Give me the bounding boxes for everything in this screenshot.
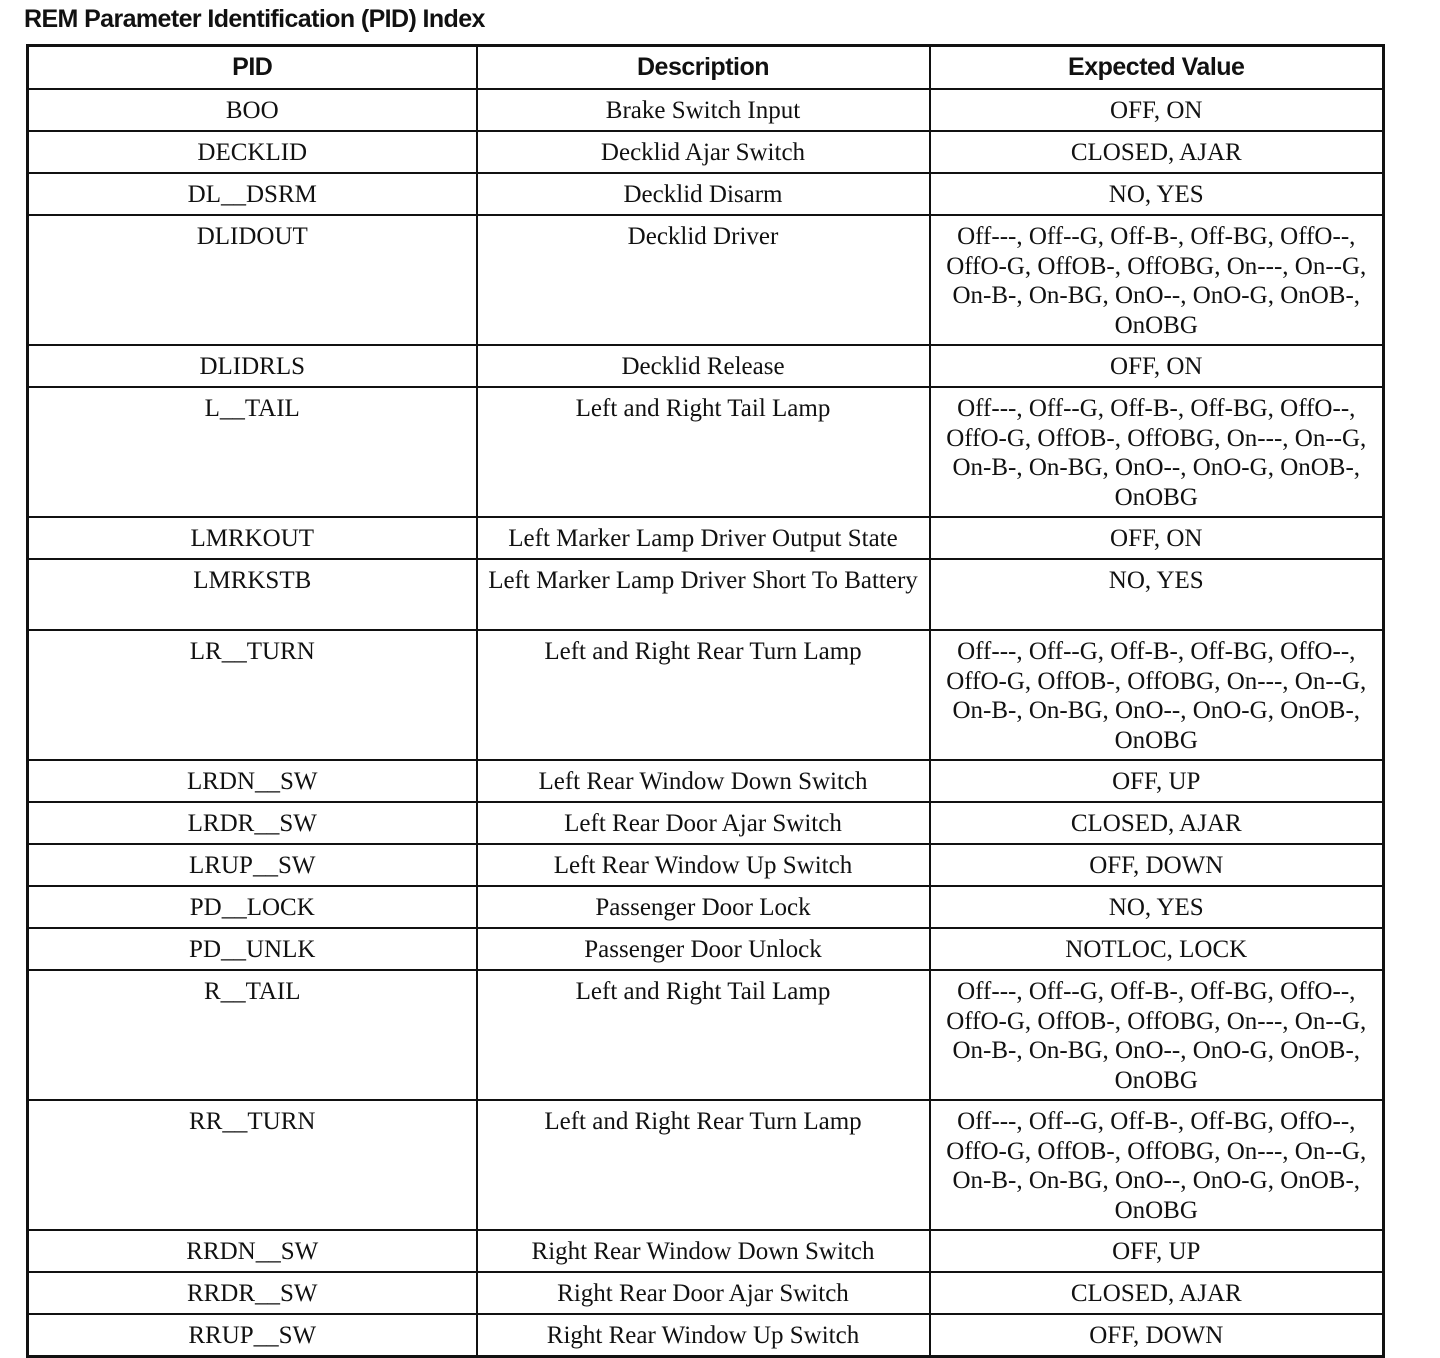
description-cell: Left and Right Tail Lamp <box>477 970 930 1100</box>
pid-cell: R__TAIL <box>28 970 477 1100</box>
pid-cell: LRDN__SW <box>28 760 477 802</box>
expected-value-cell: OFF, UP <box>930 1230 1384 1272</box>
pid-cell: PD__UNLK <box>28 928 477 970</box>
expected-value-cell: OFF, ON <box>930 345 1384 387</box>
description-cell: Left Marker Lamp Driver Output State <box>477 517 930 559</box>
pid-cell: DECKLID <box>28 131 477 173</box>
expected-value-cell: CLOSED, AJAR <box>930 802 1384 844</box>
table-row <box>28 131 1384 173</box>
table-row <box>28 1100 1384 1230</box>
description-cell: Passenger Door Lock <box>477 886 930 928</box>
table-row <box>28 630 1384 760</box>
description-cell: Right Rear Door Ajar Switch <box>477 1272 930 1314</box>
pid-cell: PD__LOCK <box>28 886 477 928</box>
column-header-pid: PID <box>28 46 477 90</box>
table-row <box>28 387 1384 517</box>
pid-cell: LR__TURN <box>28 630 477 760</box>
expected-value-cell: Off---, Off--G, Off-B-, Off-BG, OffO--, OffO-G, OffOB-, OffOBG, On---, On--G, On-B-, On-BG, OnO--, OnO-G, OnOB-, OnOBG <box>930 970 1384 1100</box>
column-header-description: Description <box>477 46 930 90</box>
table-row <box>28 1272 1384 1314</box>
expected-value-cell: OFF, ON <box>930 89 1384 131</box>
expected-value-cell: NO, YES <box>930 559 1384 630</box>
description-cell: Left Rear Window Up Switch <box>477 844 930 886</box>
expected-value-cell: OFF, DOWN <box>930 844 1384 886</box>
expected-value-cell: Off---, Off--G, Off-B-, Off-BG, OffO--, OffO-G, OffOB-, OffOBG, On---, On--G, On-B-, On-BG, OnO--, OnO-G, OnOB-, OnOBG <box>930 215 1384 345</box>
expected-value-cell: Off---, Off--G, Off-B-, Off-BG, OffO--, OffO-G, OffOB-, OffOBG, On---, On--G, On-B-, On-BG, OnO--, OnO-G, OnOB-, OnOBG <box>930 387 1384 517</box>
table-row <box>28 517 1384 559</box>
description-cell: Left Marker Lamp Driver Short To Battery <box>477 559 930 630</box>
description-cell: Passenger Door Unlock <box>477 928 930 970</box>
pid-cell: LMRKSTB <box>28 559 477 630</box>
description-cell: Left Rear Door Ajar Switch <box>477 802 930 844</box>
expected-value-cell: CLOSED, AJAR <box>930 1272 1384 1314</box>
pid-cell: LRUP__SW <box>28 844 477 886</box>
pid-cell: L__TAIL <box>28 387 477 517</box>
expected-value-cell: NO, YES <box>930 886 1384 928</box>
description-cell: Left and Right Rear Turn Lamp <box>477 1100 930 1230</box>
description-cell: Left and Right Tail Lamp <box>477 387 930 517</box>
expected-value-cell: CLOSED, AJAR <box>930 131 1384 173</box>
table-row <box>28 173 1384 215</box>
expected-value-cell: NOTLOC, LOCK <box>930 928 1384 970</box>
pid-cell: LRDR__SW <box>28 802 477 844</box>
pid-cell: RR__TURN <box>28 1100 477 1230</box>
pid-cell: RRDR__SW <box>28 1272 477 1314</box>
expected-value-cell: Off---, Off--G, Off-B-, Off-BG, OffO--, OffO-G, OffOB-, OffOBG, On---, On--G, On-B-, On-BG, OnO--, OnO-G, OnOB-, OnOBG <box>930 630 1384 760</box>
pid-cell: DLIDOUT <box>28 215 477 345</box>
description-cell: Right Rear Window Up Switch <box>477 1314 930 1357</box>
description-cell: Decklid Disarm <box>477 173 930 215</box>
expected-value-cell: OFF, UP <box>930 760 1384 802</box>
pid-cell: DLIDRLS <box>28 345 477 387</box>
expected-value-cell: OFF, DOWN <box>930 1314 1384 1357</box>
pid-cell: RRDN__SW <box>28 1230 477 1272</box>
table-row <box>28 928 1384 970</box>
table-header-row <box>28 46 1384 90</box>
pid-index-table <box>26 44 1385 1358</box>
page-title: REM Parameter Identification (PID) Index <box>24 5 485 33</box>
description-cell: Decklid Ajar Switch <box>477 131 930 173</box>
table-row <box>28 802 1384 844</box>
description-cell: Decklid Driver <box>477 215 930 345</box>
pid-cell: LMRKOUT <box>28 517 477 559</box>
table-row <box>28 1314 1384 1357</box>
table-row <box>28 760 1384 802</box>
table-row <box>28 215 1384 345</box>
expected-value-cell: NO, YES <box>930 173 1384 215</box>
table-row <box>28 345 1384 387</box>
pid-cell: BOO <box>28 89 477 131</box>
table-row <box>28 844 1384 886</box>
table-row <box>28 886 1384 928</box>
table-row <box>28 89 1384 131</box>
description-cell: Left and Right Rear Turn Lamp <box>477 630 930 760</box>
column-header-expected-value: Expected Value <box>930 46 1384 90</box>
description-cell: Right Rear Window Down Switch <box>477 1230 930 1272</box>
table-row <box>28 1230 1384 1272</box>
description-cell: Decklid Release <box>477 345 930 387</box>
description-cell: Brake Switch Input <box>477 89 930 131</box>
pid-cell: RRUP__SW <box>28 1314 477 1357</box>
table-row <box>28 970 1384 1100</box>
pid-cell: DL__DSRM <box>28 173 477 215</box>
expected-value-cell: OFF, ON <box>930 517 1384 559</box>
expected-value-cell: Off---, Off--G, Off-B-, Off-BG, OffO--, OffO-G, OffOB-, OffOBG, On---, On--G, On-B-, On-BG, OnO--, OnO-G, OnOB-, OnOBG <box>930 1100 1384 1230</box>
table-row <box>28 559 1384 630</box>
description-cell: Left Rear Window Down Switch <box>477 760 930 802</box>
